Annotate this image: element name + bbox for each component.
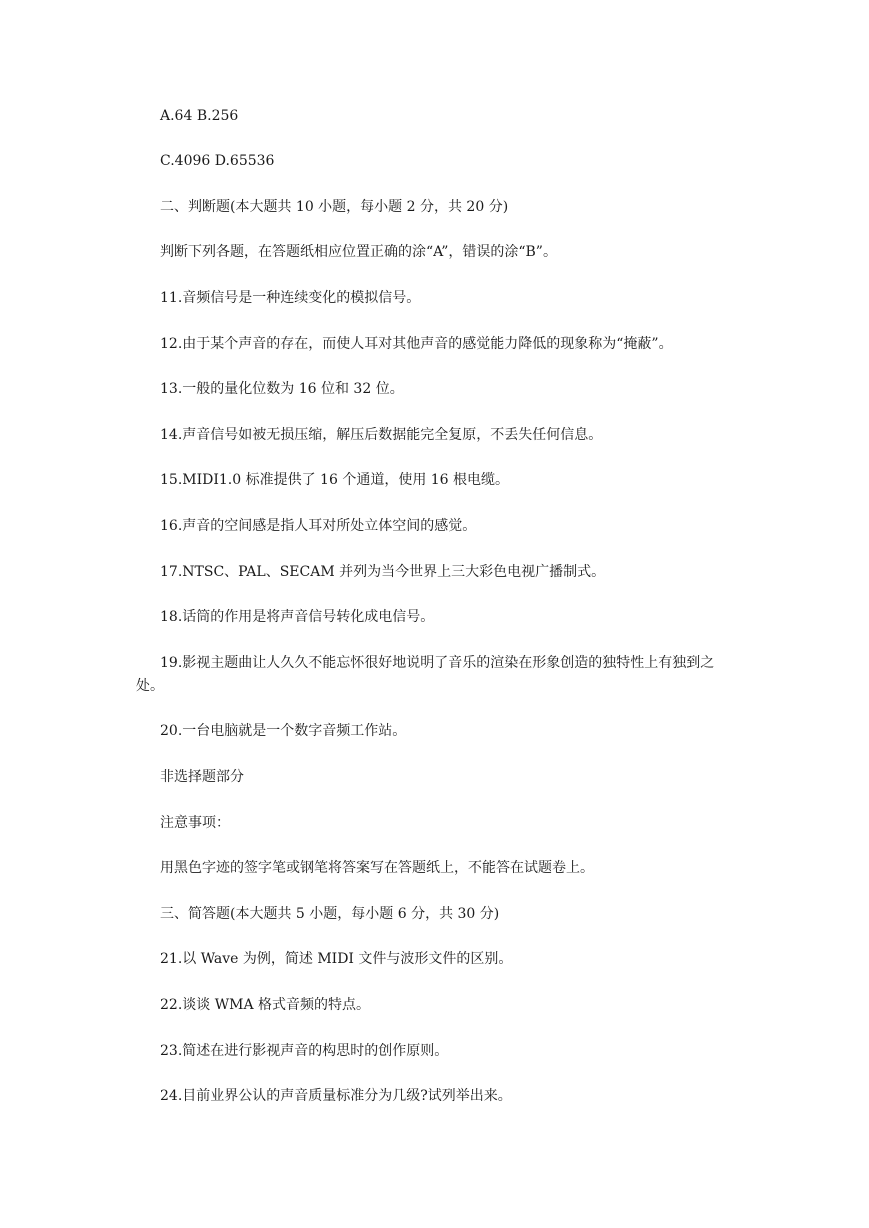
notes-heading: 注意事项： — [160, 815, 230, 831]
non-choice-section-heading: 非选择题部分 — [160, 769, 244, 785]
question-11: 11.音频信号是一种连续变化的模拟信号。 — [160, 290, 421, 306]
question-21: 21.以 Wave 为例，简述 MIDI 文件与波形文件的区别。 — [160, 951, 513, 967]
question-22: 22.谈谈 WMA 格式音频的特点。 — [160, 997, 370, 1013]
question-18: 18.话筒的作用是将声音信号转化成电信号。 — [160, 609, 435, 625]
question-12: 12.由于某个声音的存在，而使人耳对其他声音的感觉能力降低的现象称为“掩蔽”。 — [160, 336, 673, 352]
question-10-options-ab: A.64 B.256 — [160, 108, 239, 124]
question-16: 16.声音的空间感是指人耳对所处立体空间的感觉。 — [160, 518, 477, 534]
question-17: 17.NTSC、PAL、SECAM 并列为当今世界上三大彩色电视广播制式。 — [160, 564, 606, 580]
section-3-heading: 三、简答题(本大题共 5 小题，每小题 6 分，共 30 分) — [160, 906, 500, 922]
question-15: 15.MIDI1.0 标准提供了 16 个通道，使用 16 根电缆。 — [160, 472, 510, 488]
question-10-options-cd: C.4096 D.65536 — [160, 153, 275, 169]
question-24: 24.目前业界公认的声音质量标准分为几级?试列举出来。 — [160, 1088, 512, 1104]
notes-text: 用黑色字迹的签字笔或钢笔将答案写在答题纸上，不能答在试题卷上。 — [160, 860, 594, 876]
question-14: 14.声音信号如被无损压缩，解压后数据能完全复原，不丢失任何信息。 — [160, 427, 603, 443]
question-19: 19.影视主题曲让人久久不能忘怀很好地说明了音乐的渲染在形象创造的独特性上有独到之处。 — [136, 655, 715, 694]
section-2-heading: 二、判断题(本大题共 10 小题，每小题 2 分，共 20 分) — [160, 199, 509, 215]
question-23: 23.简述在进行影视声音的构思时的创作原则。 — [160, 1043, 449, 1059]
question-20: 20.一台电脑就是一个数字音频工作站。 — [160, 723, 407, 739]
section-2-instructions: 判断下列各题，在答题纸相应位置正确的涂“A”，错误的涂“B”。 — [160, 244, 557, 260]
question-13: 13.一般的量化位数为 16 位和 32 位。 — [160, 381, 404, 397]
